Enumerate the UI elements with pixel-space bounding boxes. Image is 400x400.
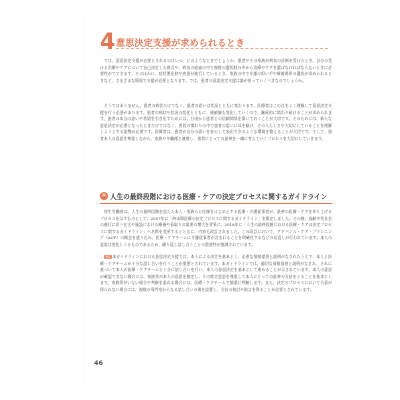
- page-number: 46: [94, 359, 104, 367]
- body-paragraph-4: [100, 254, 332, 294]
- section-heading-rule: [116, 48, 328, 49]
- section-heading: [100, 30, 332, 55]
- section-number: 4: [100, 30, 116, 55]
- subsection-badge: ①: [101, 193, 107, 199]
- body-paragraph-4-text: 本ガイドラインにおける意思決定支援では、本人による決定を基本とし、必要な情報提供と説明がなされたうえで、本人と医療・ケアチームが十分な話し合いを行うことが重要とされています。本ガイドラインでは、適切な情報提供と説明がなされ、それに基づいて本人が医療・ケアチームと十分に話し合いを行い、本人の意思決定を基本として進めることが示されています。本人の意思が確認できない場合には、家族等が本人の意思を推定し、その推定意思を尊重して本人にとっての最善の方針をとることを基本とします。家族等がいない場合や判断を委ねる場合には、医療・ケアチームで慎重に判断します。また、決定のプロセスにおいて合意が得られない場合には、複数の専門家からなる話し合いの場を設置し、方針の検討や助言を得ることが必要とされています。: [100, 254, 332, 292]
- subsection-heading: [100, 190, 332, 204]
- book-page: [84, 14, 346, 384]
- body-paragraph-1: では、意思決定支援が必要とされるのはいつ、どのようなときでしょうか。患者やその家族が病気の診断を受けたとき、自分の受ける治療やケアについて自己決定した時点や、病気の経過の中で複数の選択肢の中から治療やケアを選ばなければならないときに必要性がでてきます。そのほかに、症状悪化時や疾患が進行しているとき、家族の中で介護の担い手や療養場所の選択が求められるときなど、さまざまな場面で支援が必要となります。では、患者の意思決定支援は誰が担っていくべきなのでしょうか。: [100, 58, 332, 83]
- body-paragraph-3: 厚生労働省は、人生の最終段階を迎えた本人・家族らと医師をはじめとする医療・介護従事者が、最善の医療・ケアを作り上げるプロセスを示すものとして、2007年に「終末期医療の決定プロセスに関するガイドライン」を策定しました。その後、高齢多死社会の進行に伴う在宅や施設における療養や看取りの需要の増大を背景に、2018年に「人生の最終段階における医療・ケアの決定プロセスに関するガイドライン」へ名称を変更するとともに、内容も改訂されました。この改訂において、アドバンス・ケア・プランニング（ACP）の概念を盛り込み、医療・ケアチームに介護従事者が含まれることを明確化するなどの見直しが行われています。本人の意思は変化しうるものであるため、繰り返し話し合うことの重要性が強調されています。: [100, 209, 332, 247]
- section-title: 意思決定支援が求められるとき: [116, 39, 245, 49]
- subsection-title: 人生の最終段階における医療・ケアの決定プロセスに関するガイドライン: [110, 193, 328, 201]
- subsection-rule: [100, 203, 332, 204]
- body-paragraph-2: そうではありません。患者の病状だけでなく、患者の思いは状況とともに変わります。医療者はこの点をよく理解して意思決定支援を行う必要があります。患者の病状や状況の変化とともに、価値観も変化していくので、継続的に関わり続けることが求められます。患者の本当の思いや希望を引き出すためには、日頃から患者との信頼関係を築いておくことが大切です。そのためには、新たな意思決定が必要となったときだけではなく、普段の関わりの中で患者の思いに耳を傾け、その人らしさや大切にしていることを理解しようとする姿勢が必要です。医療者は、患者が自分の思いを安心して表出できるような環境を整えることが大切です。そして、患者本人の意思を尊重しながら、家族や多職種と連携し、患者にとっての最善を一緒に考えていくプロセスを大切にしていきます。: [100, 103, 332, 141]
- table-reference-mark: 表1: [105, 255, 111, 259]
